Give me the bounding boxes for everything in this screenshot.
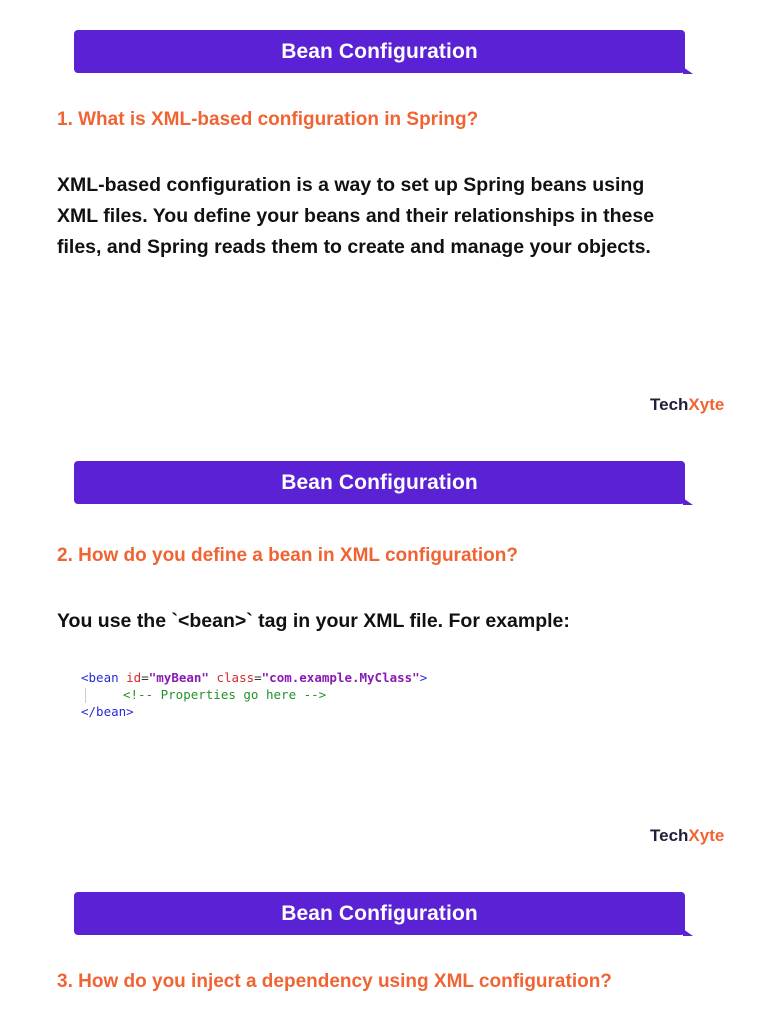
banner-title: Bean Configuration <box>281 901 478 925</box>
techxyte-logo <box>650 395 724 415</box>
code-line <box>81 703 427 720</box>
code-value: "myBean" <box>148 670 209 685</box>
code-attr: class <box>208 670 255 685</box>
logo-xyte-text: Xyte <box>688 395 725 414</box>
code-comment: <!-- Properties go here --> <box>123 687 327 702</box>
question-heading: 3. How do you inject a dependency using XML configuration? <box>57 971 612 992</box>
answer-text: You use the `<bean>` tag in your XML file. For example: <box>57 610 570 632</box>
section-banner <box>74 461 685 504</box>
section-banner <box>74 30 685 73</box>
banner-title: Bean Configuration <box>281 39 478 63</box>
code-eq: = <box>254 670 262 685</box>
code-value: "com.example.MyClass" <box>261 670 420 685</box>
code-line <box>81 669 427 686</box>
code-line <box>81 686 427 703</box>
code-tag: <bean <box>81 670 127 685</box>
answer-line: files, and Spring reads them to create and manage your objects. <box>57 236 651 258</box>
code-eq: = <box>141 670 149 685</box>
code-snippet <box>81 669 427 720</box>
techxyte-logo <box>650 826 724 846</box>
code-tag: </bean> <box>81 704 134 719</box>
question-heading: 1. What is XML-based configuration in Spring? <box>57 109 479 130</box>
section-banner <box>74 892 685 935</box>
answer-line: XML files. You define your beans and their relationships in these <box>57 205 655 227</box>
code-attr: id <box>126 670 142 685</box>
indent-guide <box>85 688 86 703</box>
logo-xyte-text: Xyte <box>688 826 725 845</box>
logo-tech-text: Tech <box>650 395 689 414</box>
logo-tech-text: Tech <box>650 826 689 845</box>
banner-title: Bean Configuration <box>281 470 478 494</box>
answer-text <box>57 170 727 263</box>
code-tag: > <box>419 670 428 685</box>
answer-line: XML-based configuration is a way to set up Spring beans using <box>57 174 645 196</box>
question-heading: 2. How do you define a bean in XML configuration? <box>57 545 518 566</box>
